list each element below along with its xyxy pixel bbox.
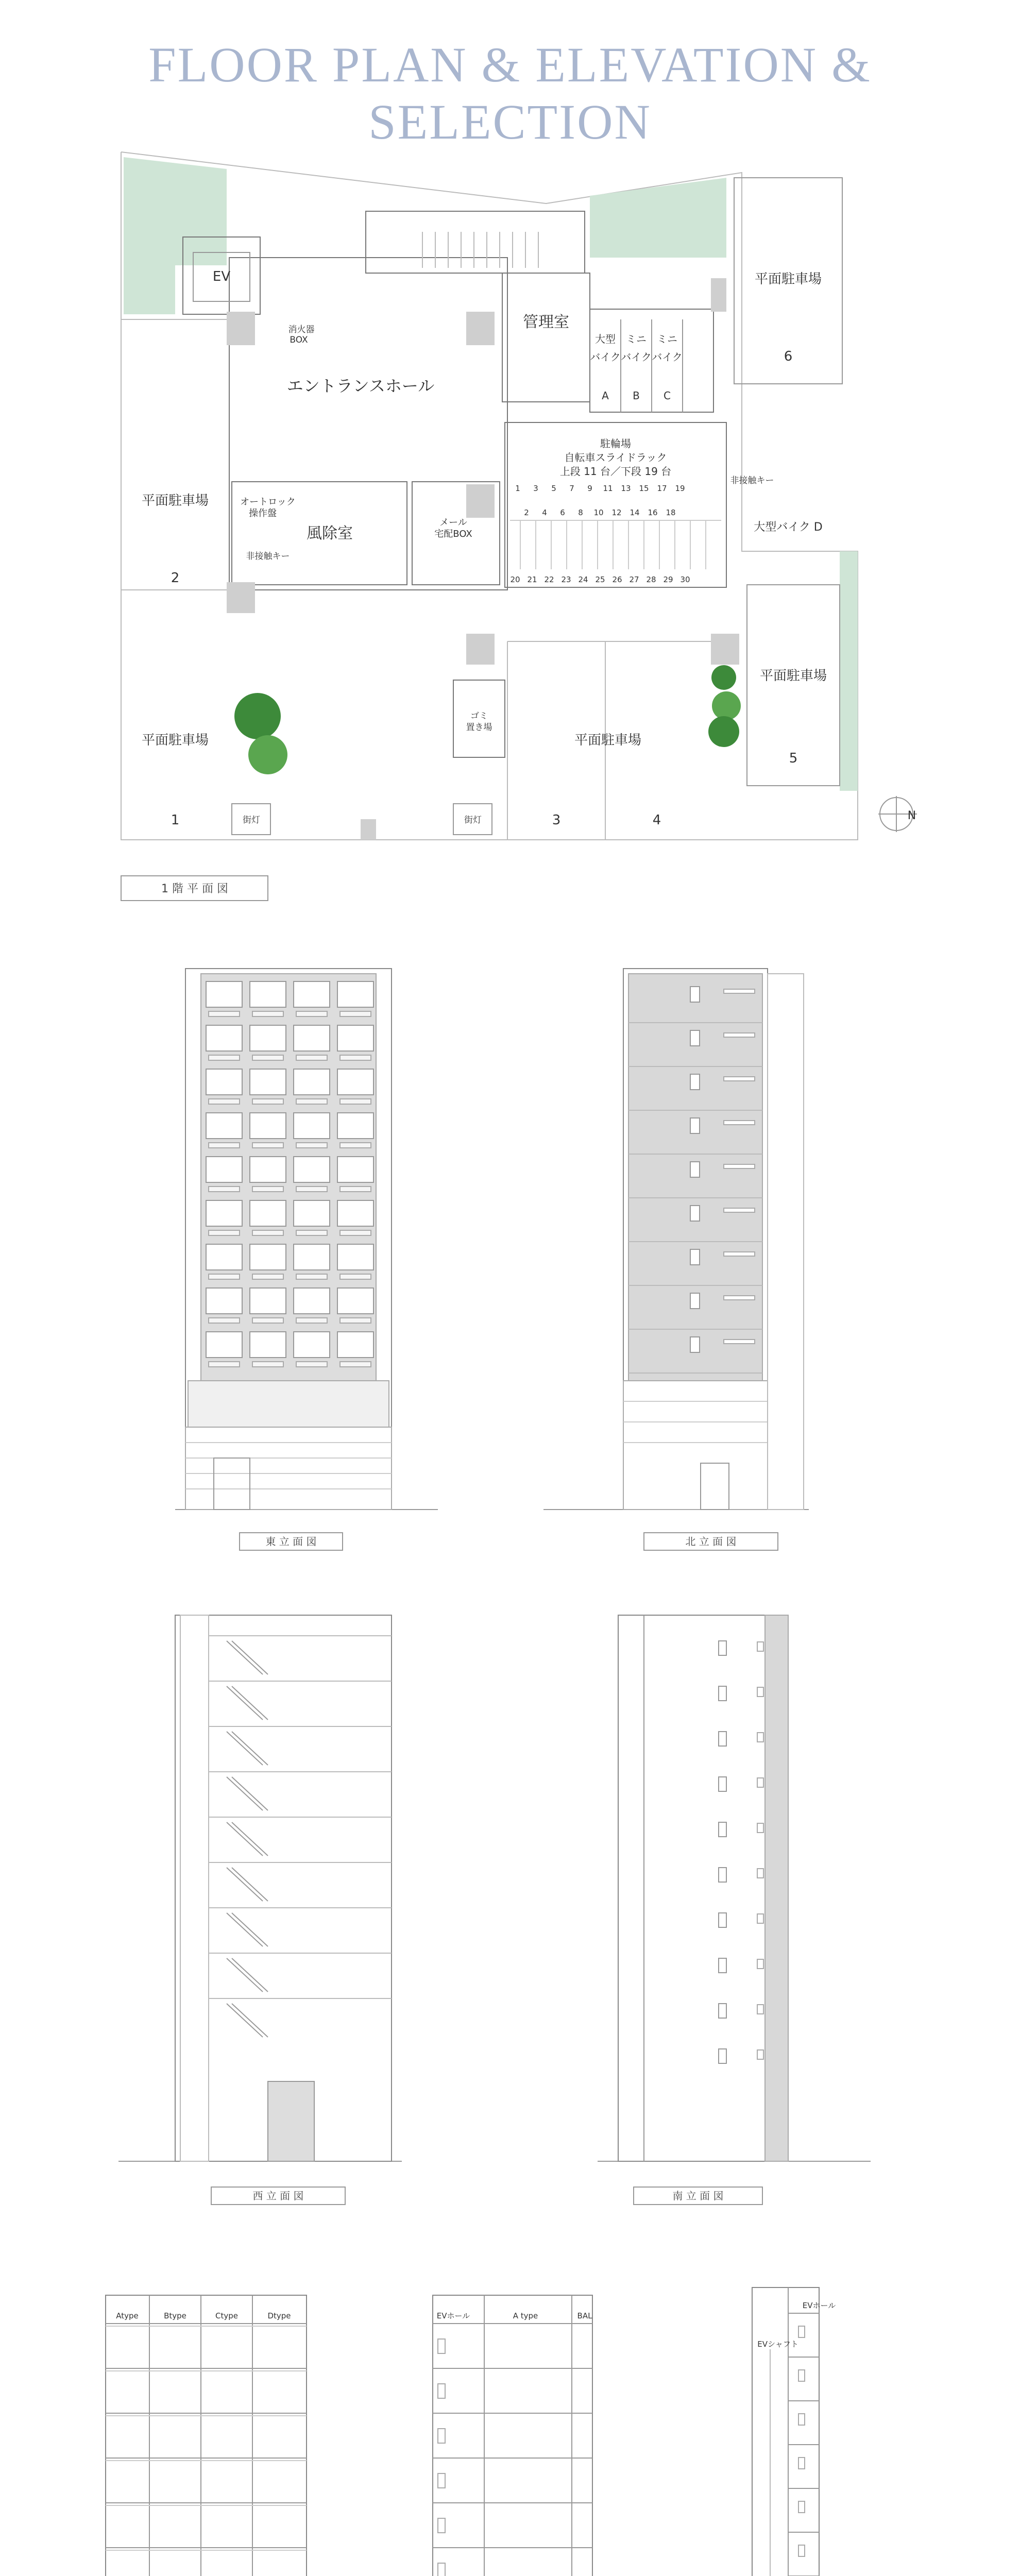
north-vent <box>724 1252 755 1256</box>
parking-3-label: 平面駐車場 <box>574 733 642 748</box>
east-elevation <box>175 969 438 1550</box>
rack-number-bottom: 20 <box>510 575 520 584</box>
south-vent <box>757 1914 763 1923</box>
stair-treads <box>422 232 538 268</box>
east-window <box>337 1200 373 1226</box>
parking-2-number: 2 <box>171 570 180 586</box>
south-window <box>719 1732 726 1746</box>
garbage-label-1: ゴミ <box>470 711 488 721</box>
west-stair-flight <box>232 1777 268 1810</box>
parking-1-label: 平面駐車場 <box>141 733 209 748</box>
east-balcony-rail <box>340 1143 371 1148</box>
east-balcony-rail <box>252 1318 283 1323</box>
east-balcony-rail <box>252 1274 283 1279</box>
cc-top-ev-hall: EVホール <box>802 2301 836 2310</box>
east-window <box>250 1244 286 1270</box>
rack-number-top: 13 <box>621 484 631 493</box>
rack-number-mid: 16 <box>648 508 658 517</box>
east-window <box>206 1200 242 1226</box>
south-window <box>719 1822 726 1837</box>
staircase <box>366 211 585 273</box>
rack-number-bottom: 24 <box>578 575 588 584</box>
east-balcony-rail <box>340 1187 371 1192</box>
bike-a-line-3: A <box>602 389 609 402</box>
windbreak-label: 風除室 <box>307 524 353 543</box>
north-window <box>690 1118 700 1133</box>
east-window <box>294 1288 330 1314</box>
east-window <box>206 1025 242 1051</box>
bike-c-line-1: ミニ <box>657 333 677 345</box>
west-stair-flight <box>227 2004 263 2037</box>
south-window <box>719 1641 726 1655</box>
east-balcony-rail <box>252 1011 283 1016</box>
rack-number-bottom: 30 <box>680 575 690 584</box>
south-window <box>719 1913 726 1927</box>
east-balcony-rail <box>340 1099 371 1104</box>
east-balcony-rail <box>296 1230 327 1235</box>
east-window <box>250 1288 286 1314</box>
bicycle-label-1: 駐輪場 <box>600 437 631 450</box>
east-window <box>206 1244 242 1270</box>
bike-b-line-3: B <box>633 389 640 402</box>
north-vent <box>724 1208 755 1212</box>
east-balcony-rail <box>209 1011 240 1016</box>
bb-top-ev-hall: EVホール <box>436 2311 470 2320</box>
north-vent <box>724 1296 755 1300</box>
north-window <box>690 987 700 1002</box>
west-stair-flight <box>227 1822 263 1856</box>
rack-number-bottom: 29 <box>663 575 673 584</box>
bike-c-line-2: バイク <box>652 351 683 363</box>
east-window <box>294 1025 330 1051</box>
west-stair-flight <box>232 1732 268 1765</box>
parking-3-number: 3 <box>552 812 561 828</box>
east-window <box>250 1157 286 1182</box>
green-area-north-east <box>590 178 726 258</box>
south-window <box>719 1686 726 1701</box>
rack-number-bottom: 28 <box>646 575 656 584</box>
south-elevation-caption: 南 立 面 図 <box>672 2190 724 2202</box>
east-window <box>206 1157 242 1182</box>
south-elevation <box>598 1615 871 2205</box>
north-vent <box>724 1164 755 1168</box>
east-balcony-rail <box>296 1318 327 1323</box>
aa-top-type-b: Btype <box>164 2311 186 2320</box>
section-bb <box>422 2295 608 2576</box>
west-stair-flight <box>227 1958 263 1992</box>
east-window <box>294 1332 330 1358</box>
east-window <box>294 1069 330 1095</box>
rack-number-mid: 10 <box>593 508 604 517</box>
green-area-north <box>124 157 227 314</box>
east-window <box>337 1244 373 1270</box>
south-vent <box>757 1733 763 1742</box>
rack-number-top: 7 <box>569 484 574 493</box>
mail-label-2: 宅配BOX <box>434 529 472 539</box>
rack-number-top: 9 <box>587 484 592 493</box>
south-vent <box>757 2005 763 2014</box>
east-window <box>337 981 373 1007</box>
ev-label: EV <box>212 269 231 284</box>
fire-box-label-1: 消火器 <box>288 325 315 335</box>
east-balcony-rail <box>296 1362 327 1367</box>
east-balcony-rail <box>296 1274 327 1279</box>
streetlight-label-2: 街灯 <box>464 815 482 825</box>
bb-opening <box>438 2518 445 2533</box>
east-balcony-rail <box>209 1055 240 1060</box>
south-vent <box>757 1778 763 1787</box>
south-window <box>719 1777 726 1791</box>
east-balcony-rail <box>340 1274 371 1279</box>
west-stair-flight <box>232 1822 268 1856</box>
north-window <box>690 1293 700 1309</box>
streetlight-label-1: 街灯 <box>243 815 260 825</box>
green-area-east <box>840 551 858 791</box>
north-label: N <box>907 809 916 822</box>
bb-opening <box>438 2473 445 2488</box>
east-balcony-rail <box>252 1099 283 1104</box>
west-elevation <box>118 1615 402 2205</box>
east-balcony-rail <box>340 1230 371 1235</box>
east-window <box>294 1244 330 1270</box>
cc-opening <box>798 2414 805 2425</box>
east-window <box>337 1025 373 1051</box>
management-label: 管理室 <box>523 313 569 331</box>
rack-number-top: 15 <box>639 484 649 493</box>
rack-number-bottom: 23 <box>561 575 571 584</box>
rack-number-mid: 4 <box>542 508 547 517</box>
east-window <box>337 1157 373 1182</box>
section-cc <box>742 2287 932 2576</box>
cc-shaft: EVシャフト <box>757 2340 798 2349</box>
east-window <box>337 1332 373 1358</box>
east-window <box>206 1288 242 1314</box>
section-aa <box>98 2295 319 2576</box>
north-vent <box>724 1121 755 1125</box>
cc-opening <box>798 2370 805 2381</box>
north-elevation-caption: 北 立 面 図 <box>685 1535 737 1548</box>
cc-opening <box>798 2326 805 2337</box>
east-balcony-rail <box>209 1230 240 1235</box>
parking-6-label: 平面駐車場 <box>754 272 822 287</box>
east-balcony-rail <box>209 1099 240 1104</box>
rack-number-top: 1 <box>515 484 520 493</box>
east-window <box>250 981 286 1007</box>
rack-number-mid: 12 <box>611 508 622 517</box>
west-stair-flight <box>232 1686 268 1720</box>
bike-b-line-2: バイク <box>621 351 652 363</box>
cc-opening <box>798 2458 805 2469</box>
west-stair-flight <box>227 1732 263 1765</box>
west-stair-flight <box>232 1641 268 1674</box>
bike-d-label: 大型バイク D <box>754 521 823 534</box>
east-balcony-rail <box>296 1055 327 1060</box>
autolock-label-1: オートロック <box>240 497 296 507</box>
south-window <box>719 2004 726 2018</box>
bb-opening <box>438 2429 445 2443</box>
north-elevation <box>543 969 809 1550</box>
aa-top-type-c: Ctype <box>215 2311 238 2320</box>
emergency-key-label-2: 非接触キー <box>730 476 774 486</box>
east-balcony-rail <box>252 1143 283 1148</box>
rack-number-mid: 6 <box>560 508 565 517</box>
bb-top-a-type: A type <box>513 2311 538 2320</box>
east-balcony-rail <box>252 1055 283 1060</box>
south-window <box>719 1958 726 1973</box>
emergency-key-label-1: 非接触キー <box>246 551 290 562</box>
east-balcony-rail <box>209 1318 240 1323</box>
east-window <box>250 1332 286 1358</box>
rack-number-mid: 18 <box>666 508 676 517</box>
east-window <box>294 1200 330 1226</box>
rack-number-top: 3 <box>533 484 538 493</box>
east-window <box>337 1113 373 1139</box>
north-vent <box>724 1340 755 1344</box>
north-window <box>690 1337 700 1352</box>
north-vent <box>724 1077 755 1081</box>
south-window <box>719 1868 726 1882</box>
east-window <box>206 1069 242 1095</box>
rack-number-top: 17 <box>657 484 667 493</box>
south-vent <box>757 2050 763 2059</box>
bb-opening <box>438 2339 445 2353</box>
bb-top-bal: BAL <box>577 2311 592 2320</box>
east-window <box>206 1332 242 1358</box>
management-room <box>502 273 590 402</box>
east-balcony-rail <box>252 1187 283 1192</box>
west-stair-flight <box>227 1641 263 1674</box>
south-vent <box>757 1642 763 1651</box>
rack-number-bottom: 27 <box>629 575 639 584</box>
east-balcony-rail <box>340 1318 371 1323</box>
aa-top-type-d: Dtype <box>267 2311 291 2320</box>
rack-number-top: 19 <box>675 484 685 493</box>
west-stair-flight <box>232 1868 268 1901</box>
west-stair-flight <box>232 1958 268 1992</box>
west-stair-flight <box>227 1777 263 1810</box>
bike-b-line-1: ミニ <box>626 333 647 345</box>
parking-5-label: 平面駐車場 <box>759 668 827 684</box>
east-balcony-rail <box>340 1055 371 1060</box>
east-balcony-rail <box>296 1143 327 1148</box>
west-entry-stair <box>268 2081 314 2161</box>
bb-opening <box>438 2563 445 2576</box>
west-stair-flight <box>232 1913 268 1946</box>
south-window <box>719 2049 726 2063</box>
east-balcony-rail <box>340 1362 371 1367</box>
east-window <box>294 981 330 1007</box>
parking-4-number: 4 <box>652 812 661 828</box>
east-window <box>206 1113 242 1139</box>
east-balcony-rail <box>296 1099 327 1104</box>
north-window <box>690 1249 700 1265</box>
garbage-label-2: 置き場 <box>466 722 492 733</box>
autolock-label-2: 操作盤 <box>249 508 277 519</box>
east-balcony-rail <box>209 1274 240 1279</box>
entrance-hall-label: エントランスホール <box>286 376 435 396</box>
north-window <box>690 1030 700 1046</box>
east-window <box>294 1113 330 1139</box>
rack-number-bottom: 26 <box>612 575 622 584</box>
rack-number-bottom: 22 <box>544 575 554 584</box>
rack-number-top: 11 <box>603 484 613 493</box>
rack-number-mid: 8 <box>578 508 583 517</box>
west-stair-flight <box>227 1913 263 1946</box>
east-window <box>337 1288 373 1314</box>
east-balcony-rail <box>209 1187 240 1192</box>
east-balcony-rail <box>296 1011 327 1016</box>
floor-plan-caption: 1 階 平 面 図 <box>161 883 228 895</box>
cc-opening <box>798 2545 805 2556</box>
rack-number-mid: 2 <box>524 508 529 517</box>
mail-label-1: メール <box>439 517 467 528</box>
east-window <box>250 1200 286 1226</box>
fire-box-label-2: BOX <box>290 335 308 345</box>
east-window <box>337 1069 373 1095</box>
east-balcony-rail <box>209 1362 240 1367</box>
bike-a-line-2: バイク <box>590 351 621 363</box>
rack-number-mid: 14 <box>630 508 640 517</box>
bike-a-line-1: 大型 <box>595 333 616 345</box>
aa-top-type-a: Atype <box>116 2311 139 2320</box>
north-window <box>690 1074 700 1090</box>
west-stair-flight <box>232 2004 268 2037</box>
bicycle-label-2: 自転車スライドラック <box>564 451 667 464</box>
west-stair-flight <box>227 1686 263 1720</box>
north-window <box>690 1206 700 1221</box>
bike-c-line-3: C <box>664 389 671 402</box>
east-balcony-rail <box>296 1187 327 1192</box>
east-balcony-rail <box>340 1011 371 1016</box>
south-vent <box>757 1869 763 1878</box>
east-window <box>294 1157 330 1182</box>
south-vent <box>757 1823 763 1833</box>
parking-6-number: 6 <box>784 349 793 364</box>
building-outline <box>229 258 507 590</box>
east-balcony-rail <box>252 1230 283 1235</box>
page-title: FLOOR PLAN & ELEVATION & SELECTION <box>148 37 872 149</box>
south-vent <box>757 1687 763 1697</box>
east-window <box>206 981 242 1007</box>
rack-number-bottom: 25 <box>595 575 605 584</box>
parking-2-label: 平面駐車場 <box>141 493 209 509</box>
east-elevation-caption: 東 立 面 図 <box>265 1535 317 1548</box>
east-balcony-rail <box>209 1143 240 1148</box>
west-stair-flight <box>227 1868 263 1901</box>
east-window <box>250 1069 286 1095</box>
rack-number-top: 5 <box>551 484 556 493</box>
bicycle-label-3: 上段 11 台／下段 19 台 <box>559 465 672 478</box>
parking-5-number: 5 <box>789 751 798 766</box>
west-elevation-caption: 西 立 面 図 <box>252 2190 304 2202</box>
north-window <box>690 1162 700 1177</box>
east-window <box>250 1113 286 1139</box>
parking-1-number: 1 <box>171 812 180 828</box>
south-vent <box>757 1959 763 1969</box>
bicycle-rack-lines <box>510 520 721 569</box>
cc-opening <box>798 2501 805 2513</box>
north-vent <box>724 1033 755 1037</box>
bb-opening <box>438 2384 445 2398</box>
north-vent <box>724 989 755 993</box>
east-window <box>250 1025 286 1051</box>
rack-number-bottom: 21 <box>527 575 537 584</box>
east-balcony-rail <box>252 1362 283 1367</box>
